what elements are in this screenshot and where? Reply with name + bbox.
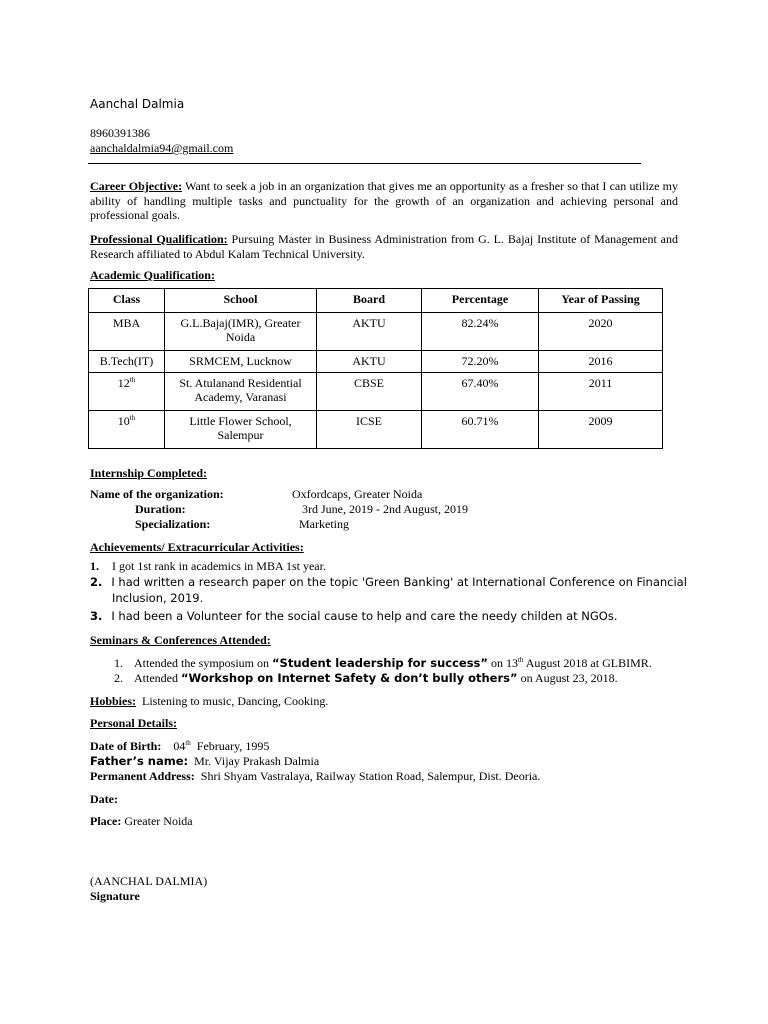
internship-org-label: Name of the organization:	[90, 487, 224, 501]
list-number: 2.	[90, 575, 103, 589]
cell-school: Little Flower School, Salempur	[165, 411, 317, 449]
seminar-title: “Student leadership for success”	[272, 656, 488, 670]
fathers-name: Father’s name: Mr. Vijay Prakash Dalmia	[90, 754, 320, 768]
col-header-school: School	[165, 289, 317, 313]
achievement-text: I got 1st rank in academics in MBA 1st year.	[112, 559, 326, 573]
career-objective	[90, 179, 678, 223]
internship-specialization-label: Specialization:	[135, 517, 211, 531]
internship-duration-value: 3rd June, 2019 - 2nd August, 2019	[302, 502, 468, 516]
cell-year: 2011	[539, 373, 663, 411]
internship-duration-label: Duration:	[135, 502, 186, 516]
signature-name: (AANCHAL DALMIA)	[90, 874, 208, 888]
col-header-board: Board	[317, 289, 422, 313]
seminar-item: 1. Attended the symposium on “Student leadership for success” on 13th August 2018 at GLBIMR.	[114, 656, 652, 670]
achievement-text-continued: Inclusion, 2019.	[112, 591, 204, 605]
cell-school: G.L.Bajaj(IMR), Greater Noida	[165, 313, 317, 351]
achievement-item	[90, 609, 618, 623]
cell-board: AKTU	[317, 313, 422, 351]
hobbies-label: Hobbies:	[90, 694, 137, 708]
cell-class: B.Tech(IT)	[89, 351, 165, 373]
cell-board: AKTU	[317, 351, 422, 373]
professional-qualification	[90, 232, 678, 261]
academic-table	[88, 288, 663, 449]
hobbies	[90, 694, 328, 709]
career-objective-label: Career Objective:	[90, 179, 183, 193]
seminars-heading: Seminars & Conferences Attended:	[90, 633, 271, 647]
internship-heading: Internship Completed:	[90, 466, 208, 480]
email-link[interactable]: aanchaldalmia94@gmail.com	[90, 141, 234, 155]
list-number: 3.	[90, 609, 103, 623]
date-label: Date:	[90, 792, 118, 806]
col-header-year: Year of Passing	[539, 289, 663, 313]
career-objective-text: Want to seek a job in an organization that gives me an opportunity as a fresher so that I can utilize my ability of handling multiple tasks and punctuality for the growth of an organization and achieving personal and professional goals.	[90, 179, 678, 222]
cell-percentage: 72.20%	[422, 351, 539, 373]
col-header-class: Class	[89, 289, 165, 313]
applicant-name: Aanchal Dalmia	[90, 97, 185, 111]
cell-year: 2009	[539, 411, 663, 449]
internship-specialization-value: Marketing	[299, 517, 349, 531]
seminar-title: “Workshop on Internet Safety & don’t bully others”	[181, 671, 518, 685]
hobbies-text: Listening to music, Dancing, Cooking.	[136, 694, 329, 708]
cell-school: St. Atulanand Residential Academy, Varanasi	[165, 373, 317, 411]
cell-year: 2016	[539, 351, 663, 373]
cell-board: ICSE	[317, 411, 422, 449]
cell-class: 10th	[89, 411, 165, 449]
place: Place: Greater Noida	[90, 814, 193, 828]
cell-board: CBSE	[317, 373, 422, 411]
signature-label: Signature	[90, 889, 140, 903]
achievements-heading: Achievements/ Extracurricular Activities:	[90, 540, 304, 554]
cell-school: SRMCEM, Lucknow	[165, 351, 317, 373]
list-number: 2.	[114, 671, 123, 685]
table-row	[89, 411, 663, 449]
achievement-text: I had written a research paper on the topic 'Green Banking' at International Conference on Financial	[111, 575, 687, 589]
phone-number: 8960391386	[90, 126, 150, 140]
professional-qualification-label: Professional Qualification:	[90, 232, 228, 246]
list-number: 1.	[90, 559, 99, 573]
table-row	[89, 351, 663, 373]
table-row	[89, 373, 663, 411]
achievement-item	[90, 575, 687, 589]
cell-class: MBA	[89, 313, 165, 351]
table-header-row	[89, 289, 663, 313]
internship-org-value: Oxfordcaps, Greater Noida	[292, 487, 423, 501]
date-of-birth: Date of Birth: 04th February, 1995	[90, 739, 270, 753]
cell-class: 12th	[89, 373, 165, 411]
cell-percentage: 67.40%	[422, 373, 539, 411]
achievement-text: I had been a Volunteer for the social cause to help and care the needy childen at NGOs.	[111, 609, 618, 623]
personal-heading: Personal Details:	[90, 716, 177, 730]
academic-heading: Academic Qualification:	[90, 268, 215, 282]
header-divider	[88, 163, 641, 164]
col-header-percentage: Percentage	[422, 289, 539, 313]
list-number: 1.	[114, 656, 123, 670]
cell-year: 2020	[539, 313, 663, 351]
table-row	[89, 313, 663, 351]
cell-percentage: 60.71%	[422, 411, 539, 449]
seminar-item: 2. Attended “Workshop on Internet Safety & don’t bully others” on August 23, 2018.	[114, 671, 618, 685]
permanent-address: Permanent Address: Shri Shyam Vastralaya, Railway Station Road, Salempur, Dist. Deoria.	[90, 769, 541, 783]
professional-qualification-text: Pursuing Master in Business Administration from G. L. Bajaj Institute of Management and Research affiliated to Abdul Kalam Technical University.	[90, 232, 678, 261]
achievement-item	[90, 559, 326, 574]
cell-percentage: 82.24%	[422, 313, 539, 351]
